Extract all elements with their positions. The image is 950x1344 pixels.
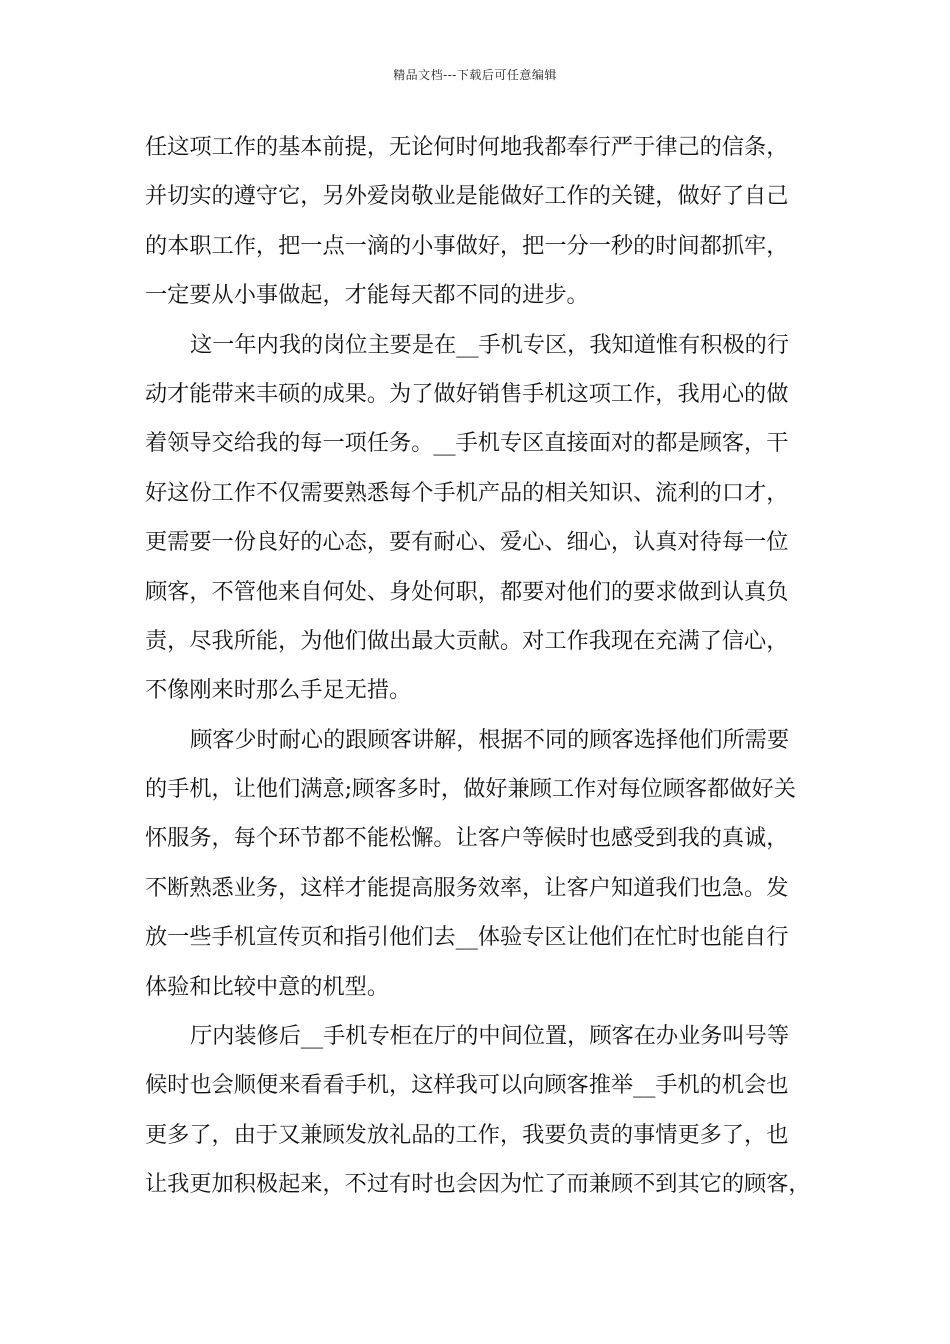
paragraph-3: [145, 716, 845, 1012]
text-line: 的手机，让他们满意;顾客多时，做好兼顾工作对每位顾客都做好关: [145, 776, 796, 803]
page-header: 精品文档---下载后可任意编辑: [393, 68, 557, 82]
text-line: 顾客少时耐心的跟顾客讲解，根据不同的顾客选择他们所需要: [190, 726, 790, 753]
text-line: 更多了，由于又兼顾发放礼品的工作，我要负责的事情更多了，也: [145, 1121, 789, 1148]
text-line: 的本职工作，把一点一滴的小事做好，把一分一秒的时间都抓牢，: [145, 232, 789, 259]
text-line: 体验和比较中意的机型。: [145, 973, 390, 1000]
text-line: 不像刚来时那么手足无措。: [145, 677, 412, 704]
text-line: 放一些手机宣传页和指引他们去__体验专区让他们在忙时也能自行: [145, 924, 789, 951]
text-line: 这一年内我的岗位主要是在__手机专区，我知道惟有积极的行: [190, 331, 790, 358]
text-line: 责，尽我所能，为他们做出最大贡献。对工作我现在充满了信心，: [145, 627, 789, 654]
paragraph-1: [145, 123, 845, 321]
text-line: 候时也会顺便来看看手机，这样我可以向顾客推举__手机的机会也: [145, 1072, 789, 1099]
text-line: 一定要从小事做起，才能每天都不同的进步。: [145, 282, 589, 309]
text-line: 动才能带来丰硕的成果。为了做好销售手机这项工作，我用心的做: [145, 380, 789, 407]
text-line: 任这项工作的基本前提，无论何时何地我都奉行严于律己的信条，: [145, 134, 789, 160]
document-body: [145, 123, 845, 1210]
text-line: 并切实的遵守它，另外爱岗敬业是能做好工作的关键，做好了自己: [145, 183, 789, 210]
text-line: 着领导交给我的每一项任务。__手机专区直接面对的都是顾客，干: [145, 430, 789, 457]
text-line: 怀服务，每个环节都不能松懈。让客户等候时也感受到我的真诚，: [145, 825, 789, 852]
text-line: 顾客，不管他来自何处、身处何职，都要对他们的要求做到认真负: [145, 578, 789, 605]
paragraph-2: [145, 321, 845, 716]
text-line: 厅内装修后__手机专柜在厅的中间位置，顾客在办业务叫号等: [190, 1023, 790, 1050]
text-line: 让我更加积极起来，不过有时也会因为忙了而兼顾不到其它的顾客，: [145, 1171, 811, 1198]
text-line: 不断熟悉业务，这样才能提高服务效率，让客户知道我们也急。发: [145, 874, 789, 901]
text-line: 好这份工作不仅需要熟悉每个手机产品的相关知识、流利的口才，: [145, 479, 789, 506]
text-line: 更需要一份良好的心态，要有耐心、爱心、细心，认真对待每一位: [145, 529, 789, 556]
paragraph-4: [145, 1012, 845, 1210]
